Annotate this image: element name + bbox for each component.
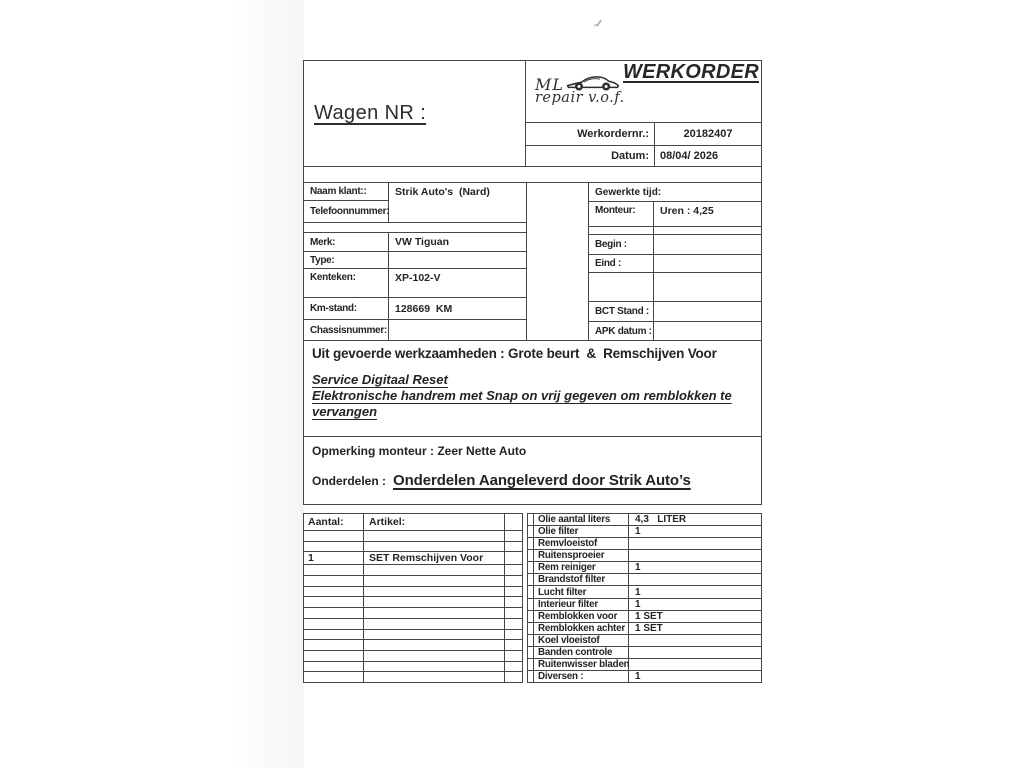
checklist-value: 1 — [635, 526, 641, 538]
artikel-table-header — [304, 514, 522, 531]
checklist-label: Diversen : — [534, 671, 629, 682]
checklist-value — [629, 659, 761, 670]
checklist-value: 1 — [635, 671, 641, 683]
begin-row — [589, 235, 761, 255]
artikel-cell — [364, 662, 505, 672]
logo-area — [526, 61, 761, 123]
aantal-cell: 1 — [304, 552, 364, 564]
gewerkte-tijd-table — [588, 183, 762, 340]
aantal-cell — [304, 630, 364, 640]
aantal-cell — [304, 662, 364, 672]
klant-info-table — [303, 183, 527, 340]
checklist-table — [527, 513, 762, 683]
checklist-value — [629, 538, 761, 549]
checklist-label: Rem reiniger — [534, 562, 629, 573]
artikel-extra-cell — [505, 565, 522, 575]
eind-value — [654, 255, 761, 272]
checklist-row — [528, 562, 761, 574]
artikel-row — [304, 619, 522, 630]
artikel-cell — [364, 619, 505, 629]
checklist-row — [528, 538, 761, 550]
artikel-row — [304, 597, 522, 608]
checklist-label: Lucht filter — [534, 586, 629, 597]
checklist-row — [528, 574, 761, 586]
artikel-cell — [364, 672, 505, 682]
artikel-cell — [364, 651, 505, 661]
artikel-cell — [364, 640, 505, 650]
artikel-extra-cell — [505, 662, 522, 672]
artikel-row — [304, 672, 522, 682]
merk-row — [304, 233, 526, 252]
checklist-value: 1 SET — [635, 610, 663, 622]
artikel-extra-cell — [505, 576, 522, 586]
checklist-value: 1 — [635, 562, 641, 574]
artikel-row — [304, 552, 522, 565]
kmstand-row — [304, 298, 526, 320]
monteur-row — [589, 202, 761, 227]
eind-label: Eind : — [589, 255, 654, 272]
onderdelen-line — [312, 472, 753, 489]
checklist-label: Brandstof filter — [534, 574, 629, 585]
checklist-row — [528, 550, 761, 562]
checklist-label: Ruitensproeier — [534, 550, 629, 561]
werkordernr-row — [526, 123, 761, 146]
checklist-label: Banden controle — [534, 647, 629, 658]
kmstand-value: 128669 KM — [395, 302, 453, 315]
checklist-row — [528, 611, 761, 623]
artikel-cell — [364, 630, 505, 640]
artikel-extra-cell — [505, 619, 522, 629]
checklist-label: Olie filter — [534, 526, 629, 537]
checklist-label: Remblokken voor — [534, 611, 629, 622]
type-row — [304, 252, 526, 269]
artikel-row — [304, 542, 522, 553]
aantal-cell — [304, 640, 364, 650]
artikel-cell — [364, 608, 505, 618]
naam-klant-value: Strik Auto's (Nard) — [395, 186, 490, 198]
opmerking-monteur: Opmerking monteur : Zeer Nette Auto — [312, 444, 527, 458]
datum-value: 08/04/ 2026 — [660, 150, 719, 162]
artikel-cell — [364, 531, 505, 541]
checklist-label: Koel vloeistof — [534, 635, 629, 646]
kmstand-label: Km-stand: — [304, 298, 389, 319]
aantal-cell — [304, 565, 364, 575]
checklist-row — [528, 623, 761, 635]
werkzaamheden-line2: Elektronische handrem met Snap on vrij gegeven om remblokken te vervangen — [312, 388, 732, 419]
eind-row — [589, 255, 761, 273]
werkzaamheden-title: Uit gevoerde werkzaamheden : Grote beurt & Remschijven Voor — [312, 346, 717, 361]
tijd-spacer-row — [589, 227, 761, 235]
artikel-row — [304, 565, 522, 576]
checklist-value — [629, 574, 761, 585]
scan-shading — [232, 0, 304, 768]
aantal-header: Aantal: — [304, 514, 364, 530]
company-logo — [535, 74, 625, 106]
artikel-extra-cell — [505, 542, 522, 552]
klant-spacer-row — [304, 223, 526, 233]
checklist-value: 1 — [635, 598, 641, 610]
checklist-value: 1 SET — [635, 622, 663, 634]
bct-stand-value — [654, 302, 761, 321]
wagen-nr-cell — [304, 61, 526, 166]
checklist-value — [629, 635, 761, 646]
artikel-row — [304, 662, 522, 673]
checklist-row — [528, 526, 761, 538]
aantal-cell — [304, 597, 364, 607]
checklist-label: Olie aantal liters — [534, 514, 629, 525]
merk-label: Merk: — [304, 233, 389, 251]
artikel-row — [304, 531, 522, 542]
werkzaamheden-line1: Service Digitaal Reset — [312, 372, 448, 387]
chassisnummer-row — [304, 320, 526, 340]
checklist-value — [629, 550, 761, 561]
checklist-row — [528, 635, 761, 647]
werkordernr-label: Werkordernr.: — [526, 123, 655, 145]
apk-datum-row — [589, 322, 761, 340]
aantal-cell — [304, 608, 364, 618]
header-section — [303, 60, 762, 167]
aantal-cell — [304, 531, 364, 541]
kenteken-row — [304, 269, 526, 298]
artikel-cell — [364, 587, 505, 597]
artikel-cell — [364, 565, 505, 575]
datum-label: Datum: — [526, 146, 655, 166]
onderdelen-value: Onderdelen Aangeleverd door Strik Auto’s — [393, 472, 691, 489]
artikel-table — [303, 513, 523, 683]
aantal-cell — [304, 576, 364, 586]
kenteken-label: Kenteken: — [304, 269, 389, 297]
artikel-extra-cell — [505, 552, 522, 564]
datum-row — [526, 146, 761, 166]
artikel-cell — [364, 597, 505, 607]
tijd-empty-row — [589, 273, 761, 302]
checklist-label: Interieur filter — [534, 599, 629, 610]
checklist-row — [528, 671, 761, 682]
bct-stand-row — [589, 302, 761, 322]
monteur-label: Monteur: — [589, 202, 654, 226]
aantal-cell — [304, 672, 364, 682]
checklist-row — [528, 659, 761, 671]
begin-value — [654, 235, 761, 254]
artikel-row — [304, 576, 522, 587]
telefoonnummer-label: Telefoonnummer: — [310, 206, 390, 217]
chassisnummer-label: Chassisnummer: — [304, 320, 389, 340]
artikel-extra-cell — [505, 597, 522, 607]
checklist-row — [528, 599, 761, 611]
onderdelen-label: Onderdelen : — [312, 474, 387, 488]
checklist-label: Remblokken achter — [534, 623, 629, 634]
artikel-extra-cell — [505, 630, 522, 640]
wagen-nr-label: Wagen NR : — [314, 102, 427, 124]
aantal-cell — [304, 651, 364, 661]
aantal-cell — [304, 542, 364, 552]
checklist-label: Ruitenwisser bladen — [534, 659, 629, 670]
artikel-cell — [364, 542, 505, 552]
artikel-extra-cell — [505, 672, 522, 682]
apk-datum-label: APK datum : — [589, 322, 654, 340]
werkordernr-value: 20182407 — [683, 128, 733, 140]
artikel-row — [304, 630, 522, 641]
artikel-row — [304, 640, 522, 651]
artikel-row — [304, 587, 522, 598]
werkzaamheden-section — [303, 340, 762, 437]
uren-value: Uren : 4,25 — [660, 205, 714, 217]
naam-klant-label: Naam klant:: — [304, 183, 388, 201]
kenteken-value: XP-102-V — [395, 272, 441, 284]
artikel-cell — [364, 576, 505, 586]
header-right-cell — [526, 61, 761, 166]
merk-value: VW Tiguan — [395, 236, 450, 248]
empty-spacer-row — [303, 167, 762, 183]
checklist-value — [629, 647, 761, 658]
type-value — [389, 252, 526, 268]
artikel-row — [304, 608, 522, 619]
checklist-row — [528, 586, 761, 598]
bct-stand-label: BCT Stand : — [589, 302, 654, 321]
checklist-label: Remvloeistof — [534, 538, 629, 549]
begin-label: Begin : — [589, 235, 654, 254]
logo-repair-text: repair v.o.f. — [535, 90, 625, 106]
artikel-extra-cell — [505, 640, 522, 650]
artikel-header: Artikel: — [364, 514, 505, 530]
opmerking-section — [303, 437, 762, 505]
checklist-row — [528, 647, 761, 659]
artikel-cell: SET Remschijven Voor — [364, 552, 505, 564]
aantal-cell — [304, 587, 364, 597]
apk-datum-value — [654, 322, 761, 340]
artikel-extra-cell — [505, 587, 522, 597]
naam-telefoon-rows — [304, 183, 526, 223]
aantal-cell — [304, 619, 364, 629]
checklist-value: 4,3 LITER — [635, 514, 687, 526]
type-label: Type: — [304, 252, 389, 268]
artikel-row — [304, 651, 522, 662]
artikel-extra-cell — [505, 531, 522, 541]
artikel-extra-cell — [505, 651, 522, 661]
gewerkte-tijd-header: Gewerkte tijd: — [589, 183, 761, 202]
werkorder-title: WERKORDER — [622, 61, 759, 83]
artikel-extra-header — [505, 514, 522, 530]
chassisnummer-value — [389, 320, 526, 340]
artikel-extra-cell — [505, 608, 522, 618]
checklist-row — [528, 514, 761, 526]
checklist-value: 1 — [635, 586, 641, 598]
logo-ml-text: ML — [535, 74, 565, 94]
